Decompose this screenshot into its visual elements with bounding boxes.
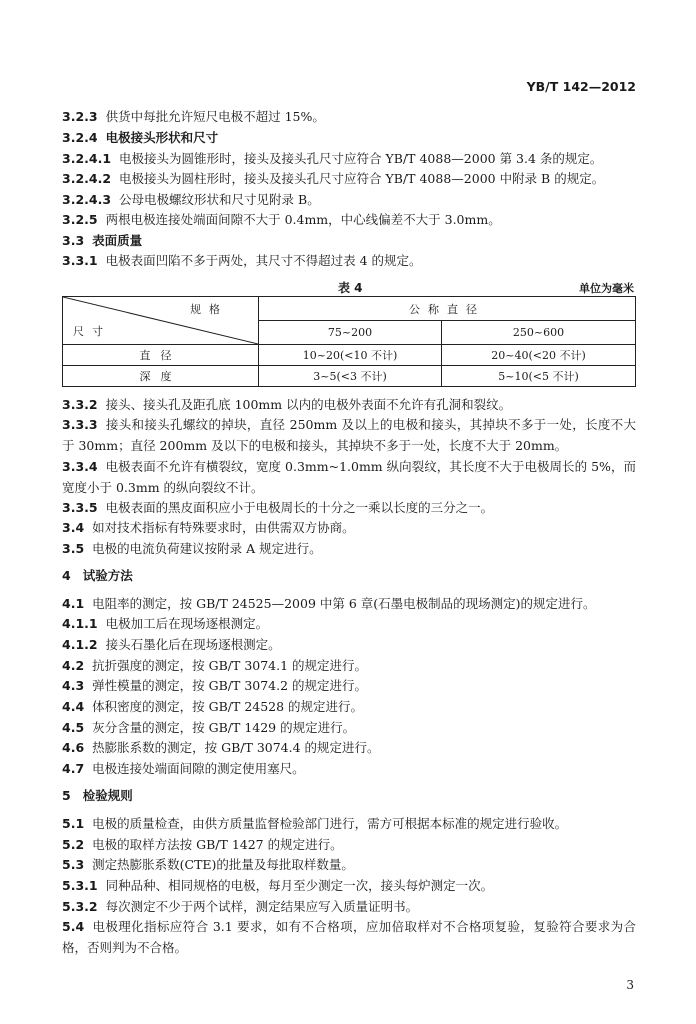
- clause-text: 电极的取样方法按 GB/T 1427 的规定进行。: [92, 837, 343, 852]
- clause: [62, 210, 636, 231]
- table-unit: 单位为毫米: [579, 282, 634, 295]
- clause-text: 抗折强度的测定，按 GB/T 3074.1 的规定进行。: [92, 658, 368, 673]
- clause: [62, 697, 636, 718]
- clause: [62, 738, 636, 759]
- clause: [62, 190, 636, 211]
- clause-number: 5.3.1: [62, 878, 98, 893]
- clause-number: 3.3.4: [62, 459, 98, 474]
- clause-number: 3.5: [62, 541, 85, 556]
- size-label: 尺寸: [73, 325, 111, 338]
- clause-text: 表面质量: [92, 233, 143, 248]
- clause-number: 3.2.4.1: [62, 151, 112, 166]
- clause: [62, 876, 636, 897]
- spec-label: 规格: [190, 303, 228, 316]
- table-cell: 20~40(<20 不计): [442, 345, 636, 366]
- clause: [62, 518, 636, 539]
- clause-text: 灰分含量的测定，按 GB/T 1429 的规定进行。: [92, 720, 356, 735]
- clause-number: 4.7: [62, 761, 85, 776]
- page-number: 3: [626, 978, 634, 992]
- clause-number: 3.3.5: [62, 500, 98, 515]
- table-row: [63, 366, 636, 387]
- clause-text: 电极表面的黑皮面积应小于电极周长的十分之一乘以长度的三分之一。: [105, 500, 494, 515]
- clause-number: 4.1.1: [62, 616, 98, 631]
- clause-number: 3.2.5: [62, 212, 98, 227]
- clause-number: 4.6: [62, 740, 85, 755]
- clause: [62, 149, 636, 170]
- clause-text: 接头、接头孔及距孔底 100mm 以内的电极外表面不允许有孔洞和裂纹。: [105, 397, 512, 412]
- clause-number: 5.3: [62, 857, 85, 872]
- clause-text: 测定热膨胀系数(CTE)的批量及每批取样数量。: [92, 857, 354, 872]
- clause-text: 同种品种、相同规格的电极，每月至少测定一次，接头每炉测定一次。: [105, 878, 494, 893]
- group-header: 公称直径: [259, 297, 636, 321]
- section-title: 试验方法: [82, 568, 133, 583]
- clause-number: 5.4: [62, 919, 85, 934]
- clause-text: 接头和接头孔螺纹的掉块，直径 250mm 及以上的电极和接头，其掉块不多于一处，长度不大于 30mm；直径 200mm 及以下的电极和接头，其掉块不多于一处，长度不大于 20mm。: [62, 417, 636, 453]
- clause: [62, 917, 636, 958]
- clause-number: 3.3.2: [62, 397, 98, 412]
- clause: [62, 169, 636, 190]
- clause-number: 3.3: [62, 233, 85, 248]
- clause-text: 体积密度的测定，按 GB/T 24528 的规定进行。: [92, 699, 364, 714]
- clause-text: 电极表面凹陷不多于两处，其尺寸不得超过表 4 的规定。: [105, 253, 422, 268]
- row-label: 深度: [63, 366, 259, 387]
- clause-text: 电极接头为圆锥形时，接头及接头孔尺寸应符合 YB/T 4088—2000 第 3.4 条的规定。: [119, 151, 603, 166]
- clause-text: 每次测定不少于两个试样，测定结果应写入质量证明书。: [105, 899, 419, 914]
- section-number: 5: [62, 788, 71, 803]
- standard-number: YB/T 142—2012: [526, 79, 636, 94]
- clause-text: 电极的电流负荷建议按附录 A 规定进行。: [92, 541, 322, 556]
- clause-text: 热膨胀系数的测定，按 GB/T 3074.4 的规定进行。: [92, 740, 380, 755]
- clause-number: 3.3.3: [62, 417, 98, 432]
- clause: [62, 635, 636, 656]
- clause-text: 电阻率的测定，按 GB/T 24525—2009 中第 6 章(石墨电极制品的现场测定)的规定进行。: [92, 596, 596, 611]
- clause-text: 电极接头形状和尺寸: [105, 130, 219, 145]
- clause-number: 4.1: [62, 596, 85, 611]
- clause: [62, 814, 636, 835]
- clause-text: 如对技术指标有特殊要求时，由供需双方协商。: [92, 520, 355, 535]
- clause-text: 电极加工后在现场逐根测定。: [105, 616, 269, 631]
- clause-number: 3.2.4.3: [62, 192, 112, 207]
- clause-text: 供货中每批允许短尺电极不超过 15%。: [105, 109, 325, 124]
- clause: [62, 457, 636, 498]
- clause: [62, 718, 636, 739]
- clause-text: 电极理化指标应符合 3.1 要求，如有不合格项，应加倍取样对不合格项复验，复验符合要求为合格，否则判为不合格。: [62, 919, 636, 955]
- clause-number: 3.4: [62, 520, 85, 535]
- clause: [62, 415, 636, 456]
- clause-number: 3.2.3: [62, 109, 98, 124]
- clause-number: 5.1: [62, 816, 85, 831]
- section-heading: [62, 786, 636, 807]
- table-cell: 3~5(<3 不计): [259, 366, 442, 387]
- clause-text: 电极连接处端面间隙的测定使用塞尺。: [92, 761, 305, 776]
- table-cell: 5~10(<5 不计): [442, 366, 636, 387]
- clause-number: 4.5: [62, 720, 85, 735]
- clause: [62, 107, 636, 128]
- clause: [62, 395, 636, 416]
- table-caption: 表 4: [338, 281, 363, 295]
- clause: [62, 656, 636, 677]
- clause: [62, 539, 636, 560]
- clause-text: 电极表面不允许有横裂纹，宽度 0.3mm~1.0mm 纵向裂纹，其长度不大于电极周长的 5%，而宽度小于 0.3mm 的纵向裂纹不计。: [62, 459, 636, 495]
- clause-heading: [62, 128, 636, 149]
- clause-text: 电极的质量检查，由供方质量监督检验部门进行，需方可根据本标准的规定进行验收。: [92, 816, 568, 831]
- clause-number: 3.3.1: [62, 253, 98, 268]
- clause-number: 4.1.2: [62, 637, 98, 652]
- clause: [62, 759, 636, 780]
- clause-number: 5.2: [62, 837, 85, 852]
- clause: [62, 251, 636, 272]
- clause-text: 公母电极螺纹形状和尺寸见附录 B。: [119, 192, 320, 207]
- clause-heading: [62, 231, 636, 252]
- clause: [62, 498, 636, 519]
- row-label: 直径: [63, 345, 259, 366]
- clause-text: 两根电极连接处端面间隙不大于 0.4mm，中心线偏差不大于 3.0mm。: [105, 212, 501, 227]
- clause-text: 弹性模量的测定，按 GB/T 3074.2 的规定进行。: [92, 678, 368, 693]
- clause: [62, 676, 636, 697]
- clause: [62, 614, 636, 635]
- clause-number: 4.3: [62, 678, 85, 693]
- table-row: [63, 345, 636, 366]
- diagonal-header-cell: [63, 297, 259, 345]
- column-header: 75~200: [259, 321, 442, 345]
- clause-number: 3.2.4: [62, 130, 98, 145]
- table-4: [62, 296, 636, 387]
- table-cell: 10~20(<10 不计): [259, 345, 442, 366]
- section-number: 4: [62, 568, 71, 583]
- clause-text: 电极接头为圆柱形时，接头及接头孔尺寸应符合 YB/T 4088—2000 中附录 B 的规定。: [119, 171, 605, 186]
- section-title: 检验规则: [82, 788, 133, 803]
- column-header: 250~600: [442, 321, 636, 345]
- clause-number: 5.3.2: [62, 899, 98, 914]
- clause-number: 3.2.4.2: [62, 171, 112, 186]
- section-heading: [62, 566, 636, 587]
- clause: [62, 835, 636, 856]
- clause: [62, 897, 636, 918]
- clause: [62, 855, 636, 876]
- clause-text: 接头石墨化后在现场逐根测定。: [105, 637, 281, 652]
- clause-number: 4.2: [62, 658, 85, 673]
- clause: [62, 594, 636, 615]
- clause-number: 4.4: [62, 699, 85, 714]
